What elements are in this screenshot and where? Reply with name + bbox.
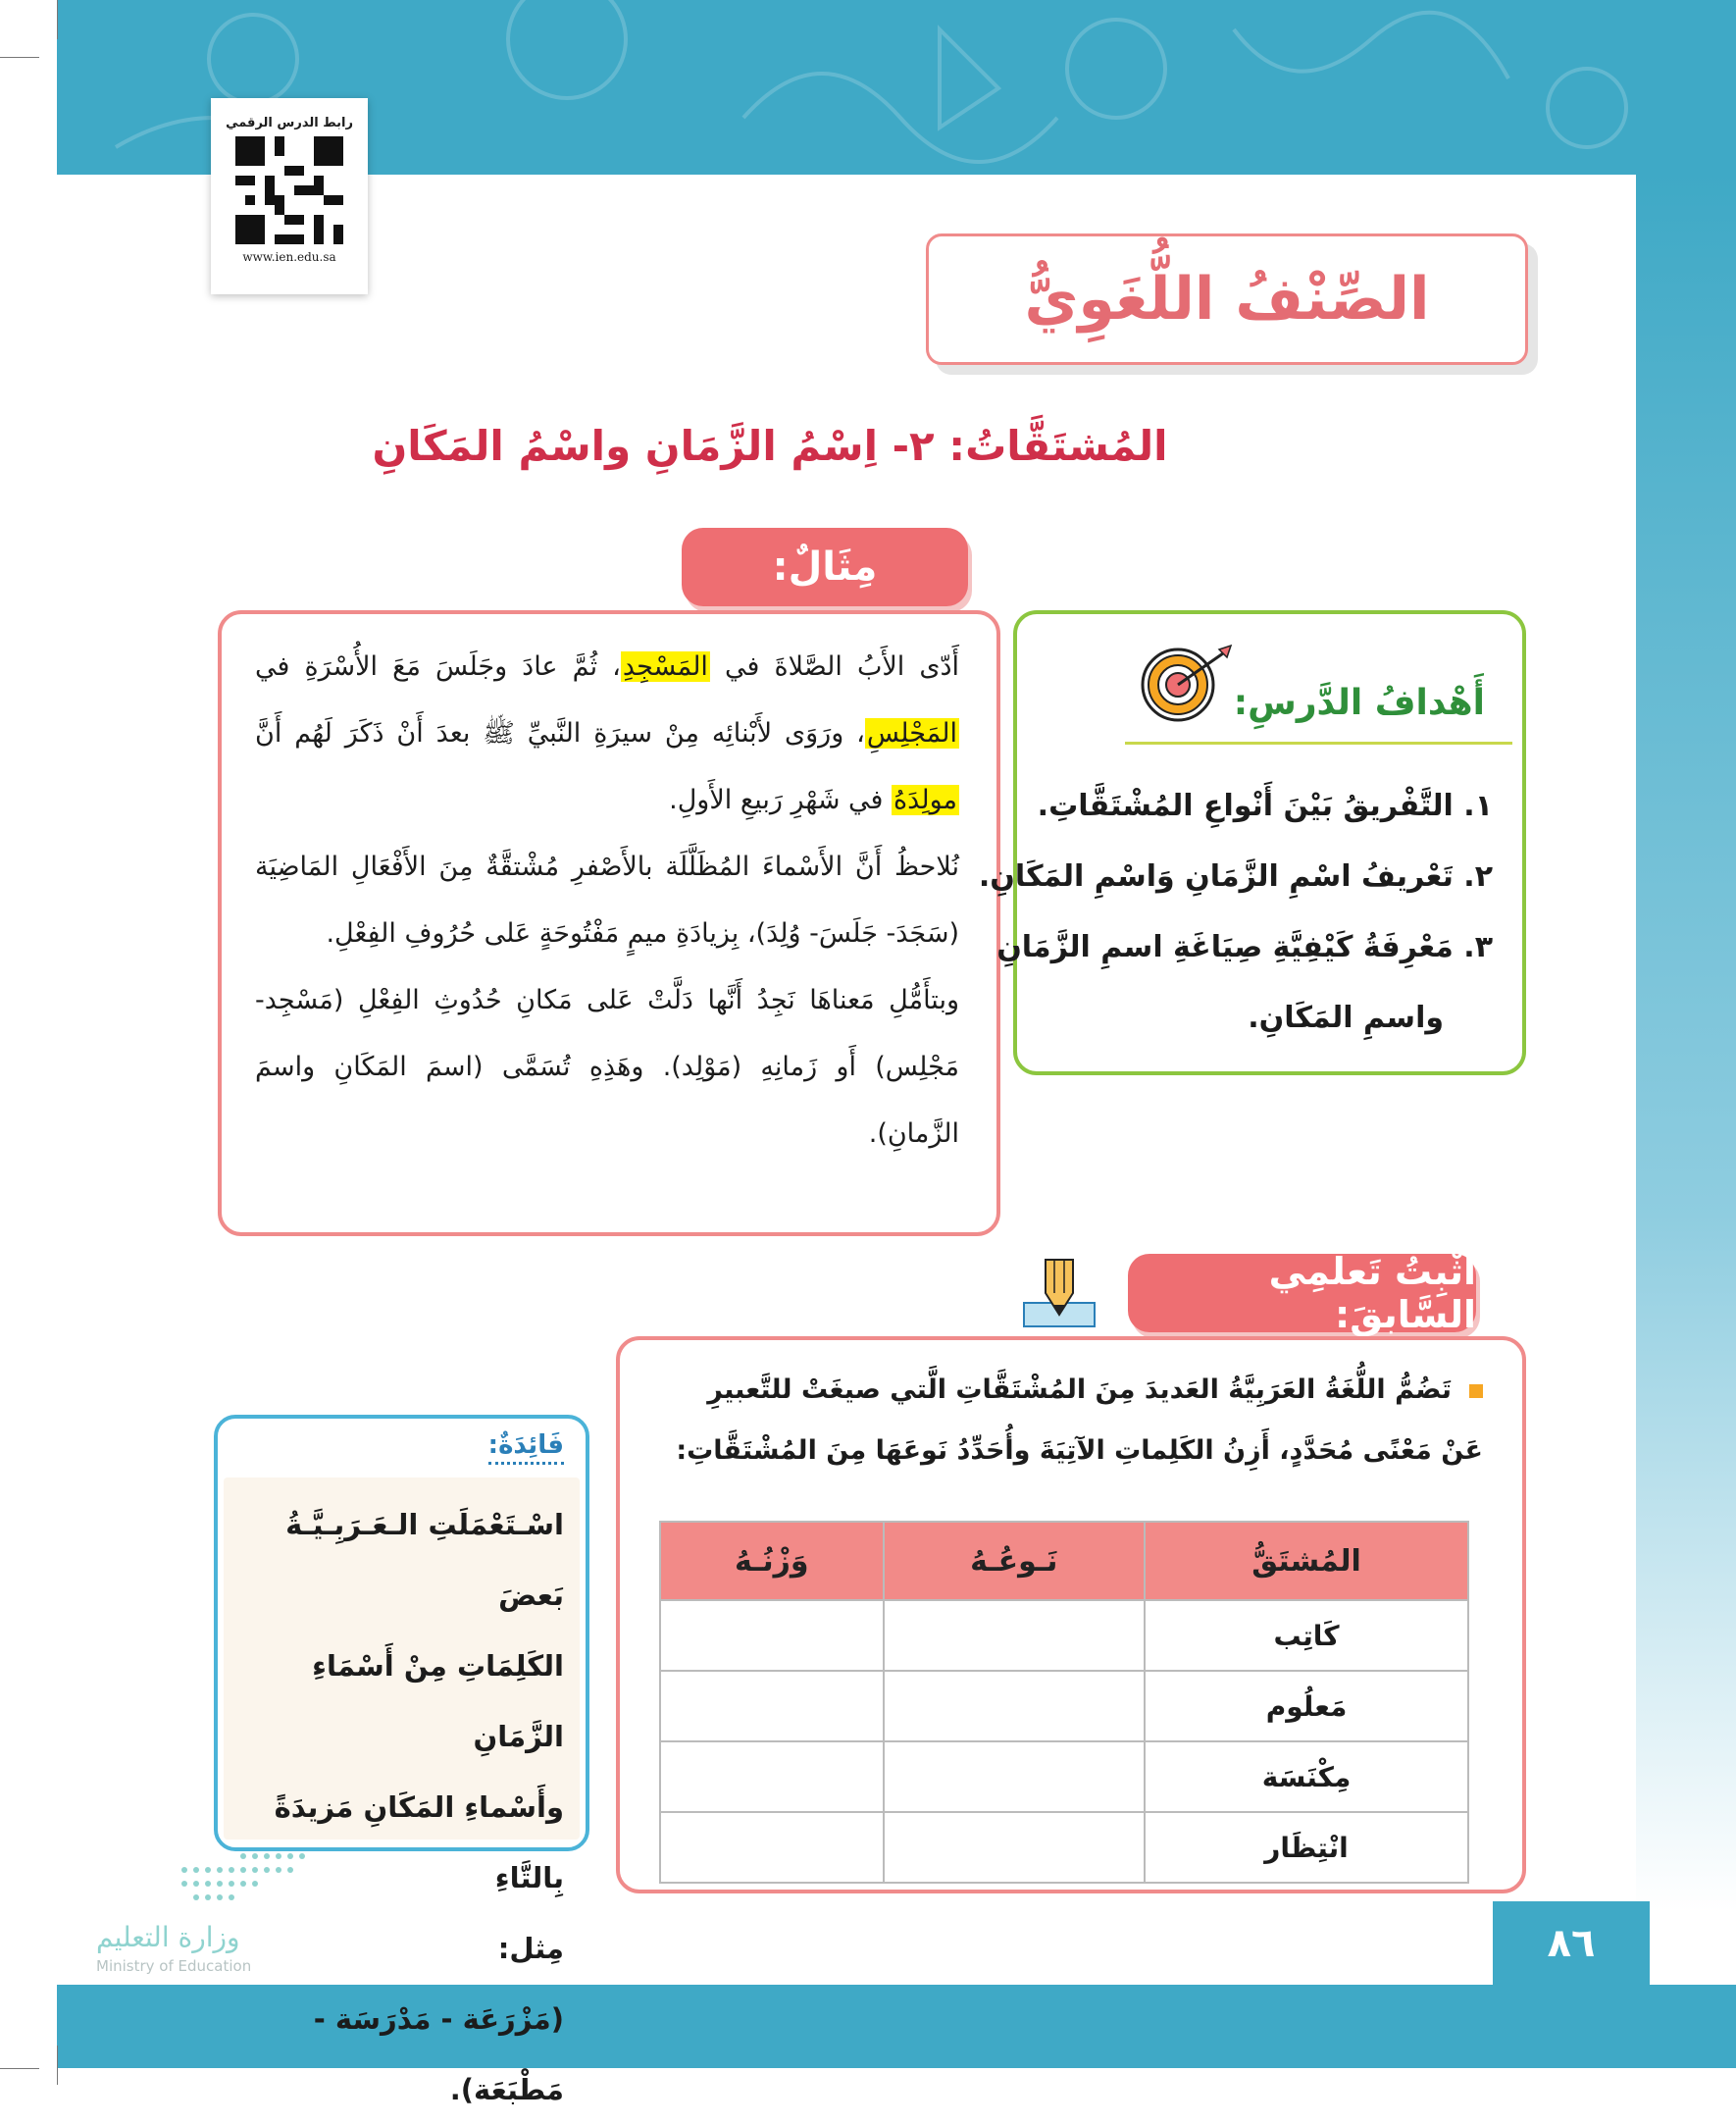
pattern-cell[interactable] [660, 1671, 884, 1741]
crop-mark [0, 2068, 39, 2069]
pattern-cell[interactable] [660, 1600, 884, 1671]
side-band [1636, 175, 1736, 1911]
type-cell[interactable] [884, 1812, 1146, 1883]
word-cell: انْتِظَار [1145, 1812, 1468, 1883]
note-line: وأَسْماءِ المَكَانِ مَزيدَةً بِالتَّاءِ [274, 1790, 564, 1894]
pencil-icon [1020, 1254, 1098, 1332]
crop-mark [57, 0, 58, 39]
note-line: اسْـتَعْمَلَتِ الـعَـرَبِـيَّـةُ بَعضَ [285, 1508, 564, 1612]
crop-mark [57, 2046, 58, 2085]
qr-code-icon[interactable] [235, 136, 343, 244]
prior-instruction: تَضُمُّ اللُّغَةُ العَرَبِيَّةُ العَديدَ مِنَ المُشْتَقَّاتِ الَّتي صيغَتْ للتَّعبيرِ عَنْ مَعْنًى مُحَدَّدٍ، أَزِنُ الكَلِماتِ الآتِيَةَ وأُحَدِّدُ نَوعَهَا مِنَ المُشْتَقَّاتِ: [676, 1374, 1483, 1466]
goal-item: ٣. مَعْرِفَةُ كَيْفِيَّةِ صِيَاغَةِ اسمِ الزَّمَانِ [996, 930, 1493, 964]
column-header: وَزْنُـهُ [660, 1522, 884, 1600]
page-number: ٨٦ [1493, 1901, 1650, 1985]
pattern-cell[interactable] [660, 1741, 884, 1812]
table-header-row [660, 1522, 1468, 1600]
example-paragraph-3: وبتأَمُّلِ مَعناهَا نَجِدُ أَنَّها دَلَّتْ عَلى مَكانِ حُدُوثِ الفِعْلِ (مَسْجِد-مَجْلِس) أَو زَمانِهِ (مَوْلِد). وهَذِهِ تُسَمَّى (اسمَ المَكَانِ واسمَ الزَّمانِ). [255, 985, 959, 1149]
note-text [233, 1489, 564, 2125]
table-row [660, 1741, 1468, 1812]
goal-item: واسمِ المَكَانِ. [1248, 1001, 1444, 1035]
column-header: نَـوعُـهُ [884, 1522, 1146, 1600]
highlight-word: مولِدَهُ [894, 785, 957, 815]
goal-item: ١. التَّفْريقُ بَيْنَ أَنْواعِ المُشْتَقَّاتِ. [1037, 789, 1493, 823]
lesson-goals-box [978, 610, 1526, 1075]
table-row [660, 1812, 1468, 1883]
note-title: فَائِدَةٌ: [488, 1430, 564, 1465]
qr-url[interactable]: www.ien.edu.sa [242, 250, 336, 264]
word-cell: مَعلُوم [1145, 1671, 1468, 1741]
target-icon [1137, 644, 1235, 722]
table-row [660, 1600, 1468, 1671]
example-text [255, 634, 959, 1167]
example-box [218, 610, 1000, 1236]
type-cell[interactable] [884, 1741, 1146, 1812]
goals-list [978, 771, 1493, 1054]
word-cell: مِكْنَسَة [1145, 1741, 1468, 1812]
note-line: مِثل: [497, 1932, 564, 1965]
prior-learning-label: أُثْبِتُ تَعلُّمِي السَّابقَ: [1128, 1254, 1476, 1332]
prior-learning-box [616, 1336, 1526, 1893]
column-header: المُشتَقُّ [1145, 1522, 1468, 1600]
qr-card[interactable] [211, 98, 368, 294]
note-box [214, 1415, 589, 2106]
qr-label: رابط الدرس الرقمي [226, 116, 353, 130]
ministry-name-ar: وزارة التعليم [96, 1921, 240, 1953]
lesson-subtitle: المُشتَقَّاتُ: ٢- اِسْمُ الزَّمَانِ واسْمُ المَكَانِ [372, 422, 1168, 470]
note-line: (مَزْرَعَة - مَدْرَسَة - مَطْبَعَة). [313, 2002, 564, 2106]
derivatives-table [659, 1521, 1469, 1884]
type-cell[interactable] [884, 1671, 1146, 1741]
crop-mark [0, 57, 39, 58]
pattern-cell[interactable] [660, 1812, 884, 1883]
highlight-word: المَجْلِسِ [866, 718, 957, 749]
example-paragraph-2: نُلاحظُ أَنَّ الأَسْماءَ المُظَلَّلَة بالأَصْفرِ مُشْتقَّةٌ مِنَ الأَفْعَالِ المَاضِيَة (سَجَدَ- جَلَسَ- وُلِدَ)، بِزيادَةِ ميمٍ مَفْتُوحَةٍ عَلى حُرُوفِ الفِعْلِ. [255, 852, 959, 949]
goals-title: أَهْدافُ الدَّرسِ: [1233, 683, 1485, 723]
goals-divider [1125, 742, 1512, 745]
ministry-name-en: Ministry of Education [96, 1957, 252, 1975]
highlight-word: المَسْجِدِ [622, 651, 708, 682]
word-cell: كَاتِب [1145, 1600, 1468, 1671]
example-label: مِثَالٌ: [682, 528, 968, 606]
goal-item: ٢. تَعْريفُ اسْمِ الزَّمَانِ وَاسْمِ المَكَانِ. [978, 859, 1493, 894]
example-paragraph-1: أَدّى الأَبُ الصَّلاةَ في المَسْجِدِ، ثُمَّ عادَ وجَلَسَ مَعَ الأُسْرَةِ في المَجْلِسِ، ورَوَى لأَبْنائِه مِنْ سيرَةِ النَّبيِّ ﷺ بعدَ أَنْ ذَكَرَ لَهُم أَنَّ مولِدَهُ في شَهْرِ رَبيعِ الأَولِ. [255, 651, 959, 815]
table-row [660, 1671, 1468, 1741]
bullet-icon [1469, 1384, 1483, 1398]
type-cell[interactable] [884, 1600, 1146, 1671]
lesson-title: الصِّنْفُ اللُّغَوِيُّ [926, 233, 1528, 365]
ministry-logo-icon [96, 1846, 351, 1915]
note-line: الكَلِمَاتِ مِنْ أَسْمَاءِ الزَّمَانِ [312, 1649, 564, 1753]
